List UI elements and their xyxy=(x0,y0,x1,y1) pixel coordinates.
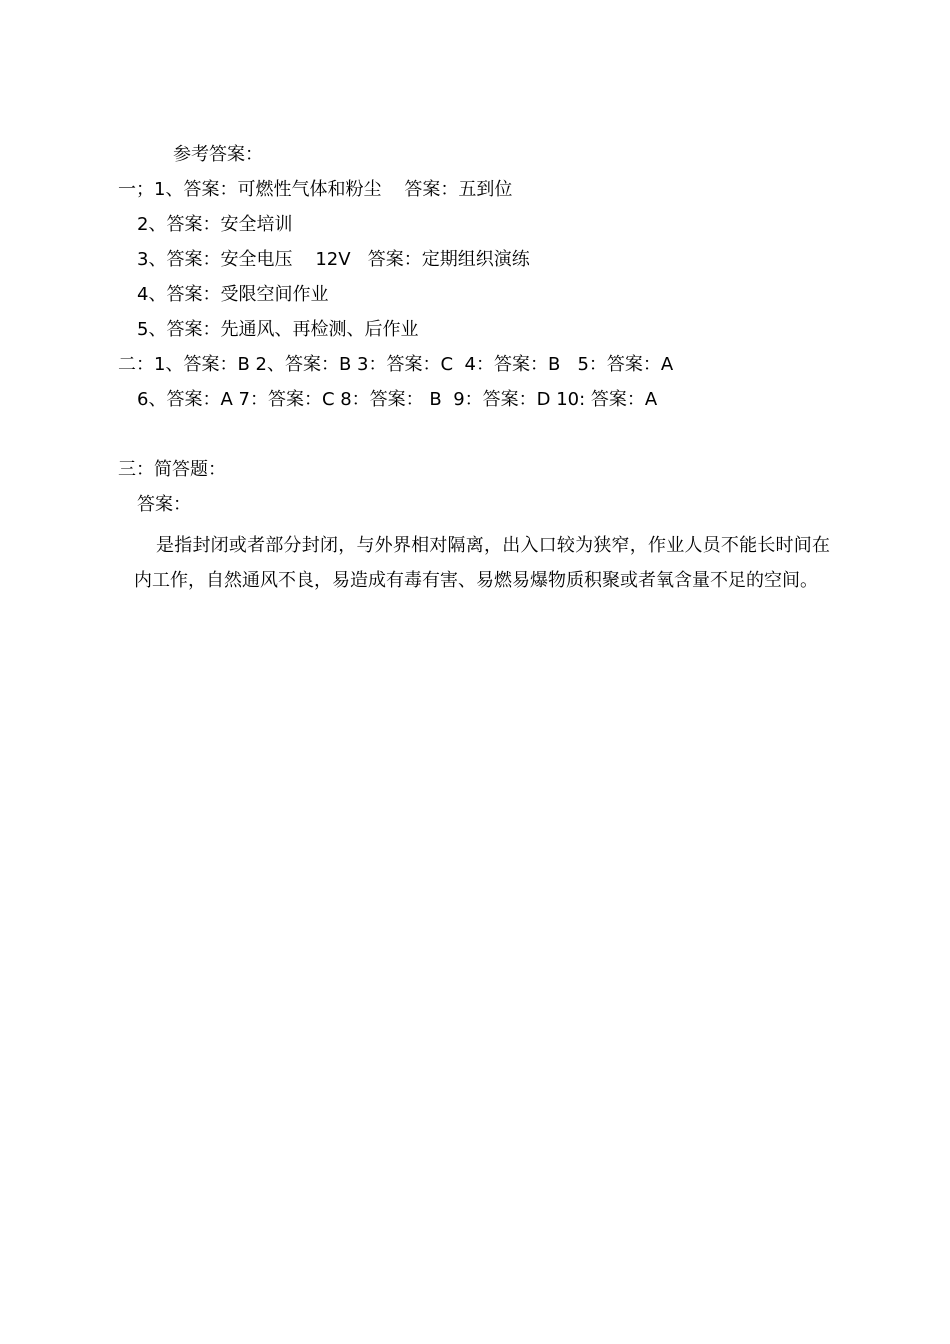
answer-key-title: 参考答案： xyxy=(173,144,263,165)
section-two-answers-6-10: 6、答案：A 7：答案：C 8：答案： B 9：答案：D 10: 答案：A xyxy=(137,389,658,410)
section-one-q2-answer: 2、答案：安全培训 xyxy=(137,214,293,235)
section-two-answers-1-5: 二：1、答案：B 2、答案：B 3：答案：C 4：答案：B 5：答案：A xyxy=(118,354,674,375)
section-one-q1-answer: 一；1、答案：可燃性气体和粉尘 答案：五到位 xyxy=(118,179,513,200)
section-three-answer-text: 是指封闭或者部分封闭，与外界相对隔离，出入口较为狭窄，作业人员不能长时间在内工作，自然通风不良，易造成有毒有害、易燃易爆物质积聚或者氧含量不足的空间。 xyxy=(134,535,830,591)
section-three-heading: 三：简答题： xyxy=(118,459,226,480)
section-one-q5-answer: 5、答案：先通风、再检测、后作业 xyxy=(137,319,419,340)
section-one-q4-answer: 4、答案：受限空间作业 xyxy=(137,284,329,305)
section-three-answer-label: 答案： xyxy=(137,494,191,515)
section-one-q3-answer: 3、答案：安全电压 12V 答案：定期组织演练 xyxy=(137,249,530,270)
